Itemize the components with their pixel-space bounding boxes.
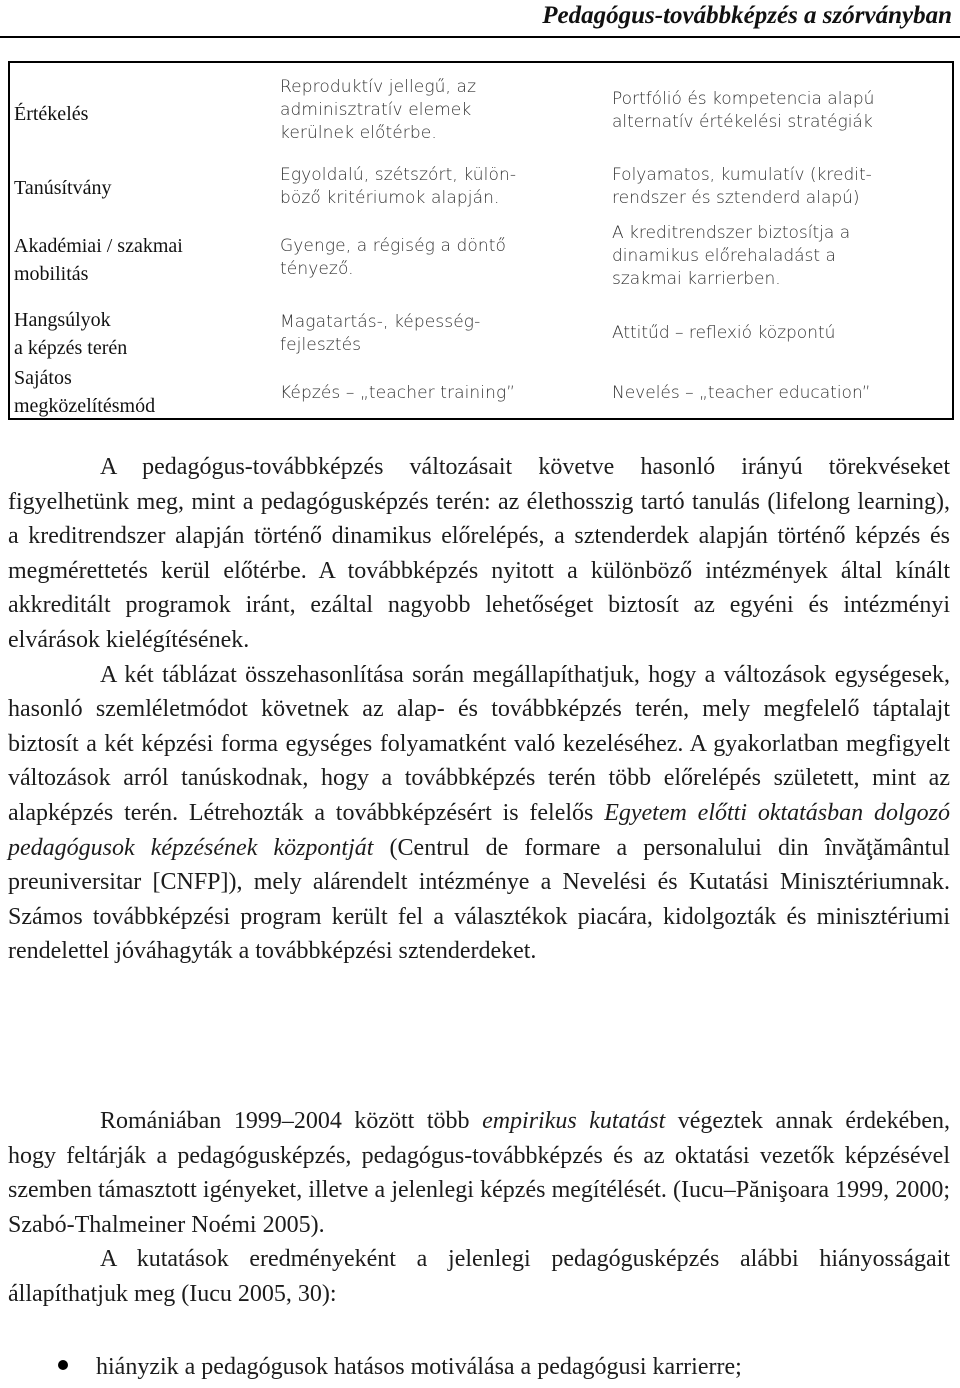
paragraph-4: A kutatások eredményeként a jelenlegi pedagógusképzés alábbi hiányosságait állapíthatjuk meg (Iucu 2005, 30): bbox=[8, 1246, 950, 1307]
row-after-hangsulyok: Attitűd – reflexió központú bbox=[612, 323, 836, 343]
running-title: Pedagógus-továbbképzés a szórványban bbox=[542, 2, 952, 29]
row-label-tanusitvany: Tanúsítvány bbox=[14, 177, 112, 199]
paragraph-1: A pedagógus-továbbképzés változásait követve hasonló irányú törekvéseket figyelhetünk meg, mint a pedagógusképzés terén: az élethosszig tartó tanulás (lifelong learning), a kreditrendszer alapján történő dinamikus előrelépés, a sztenderdek alapján történő képzés és megmérettetés kerül előtérbe. A továbbképzés nyitott a különböző intézmények által kínált akkreditált programok iránt, ezáltal nagyobb lehetőséget biztosít az egyéni és intézményi elvárások kielégítésének. bbox=[8, 454, 950, 653]
row-label-megkozelites: Sajátos megközelítésmód bbox=[14, 367, 156, 417]
row-after-mobilitas: A kreditrendszer biztosítja a dinamikus előrehaladást a szakmai karrierben. bbox=[612, 223, 851, 289]
paragraph-3: Romániában 1999–2004 között több empirikus kutatást végeztek annak érdekében, hogy feltárják a pedagógusképzés, pedagógus-továbbképzés és az oktatási vezetők képzésével szemben támasztott igényeket, illetve a jelenlegi képzés megítélését. (Iucu–Pănişoara 1999, 2000; Szabó-Thalmeiner Noémi 2005). bbox=[8, 1108, 950, 1238]
row-after-megkozelites: Nevelés – „teacher education” bbox=[612, 383, 871, 403]
italic-institution: Egyetem előtti oktatásban dolgozó pedagógusok képzésének központját bbox=[8, 799, 950, 861]
body-text-2 bbox=[8, 1104, 950, 1312]
paragraph-2: A két táblázat összehasonlítása során megállapíthatjuk, hogy a változások egységesek, hasonló szemléletmódot követnek az alap- és továbbképzés terén, mely megfelelő táptalajt biztosít a két képzési forma egységes folyamatként való kezeléséhez. A gyakorlatban megfigyelt változások arról tanúskodnak, hogy a továbbképzés terén több előrelépés született, mint az alapképzés terén. Létrehozták a továbbképzésért is felelős Egyetem előtti oktatásban dolgozó pedagógusok képzésének központját (Centrul de formare a personalului din învăţământul preuniversitar [CNFP]), mely alárendelt intézménye a Nevelési és Kutatási Minisztériumnak. Számos továbbképzési program került fel a választékok piacára, kidolgozták és minisztériumi rendelettel jóváhagyták a továbbképzési sztenderdeket. bbox=[8, 661, 951, 965]
row-label-ertekeles: Értékelés bbox=[14, 103, 89, 125]
page-header bbox=[0, 0, 960, 38]
row-after-tanusitvany: Folyamatos, kumulatív (kredit- rendszer és sztenderd alapú) bbox=[612, 165, 872, 208]
row-before-ertekeles: Reproduktív jellegű, az adminisztratív elemek kerülnek előtérbe. bbox=[280, 77, 477, 143]
row-before-tanusitvany: Egyoldalú, szétszórt, külön- böző kritériumok alapján. bbox=[280, 165, 517, 208]
row-label-hangsulyok: Hangsúlyok a képzés terén bbox=[14, 309, 128, 359]
bullet-item: hiányzik a pedagógusok hatásos motiválása a pedagógusi karrierre; bbox=[58, 1350, 742, 1384]
italic-empirical: empirikus kutatást bbox=[482, 1108, 666, 1134]
row-after-ertekeles: Portfólió és kompetencia alapú alternatív értékelési stratégiák bbox=[612, 89, 875, 132]
row-before-mobilitas: Gyenge, a régiség a döntő tényező. bbox=[280, 236, 507, 279]
bullet-icon bbox=[58, 1360, 68, 1370]
body-text bbox=[8, 450, 950, 969]
row-before-megkozelites: Képzés – „teacher training” bbox=[280, 383, 516, 403]
row-before-hangsulyok: Magatartás-, képesség- fejlesztés bbox=[280, 312, 481, 355]
row-label-mobilitas: Akadémiai / szakmai mobilitás bbox=[14, 235, 183, 285]
